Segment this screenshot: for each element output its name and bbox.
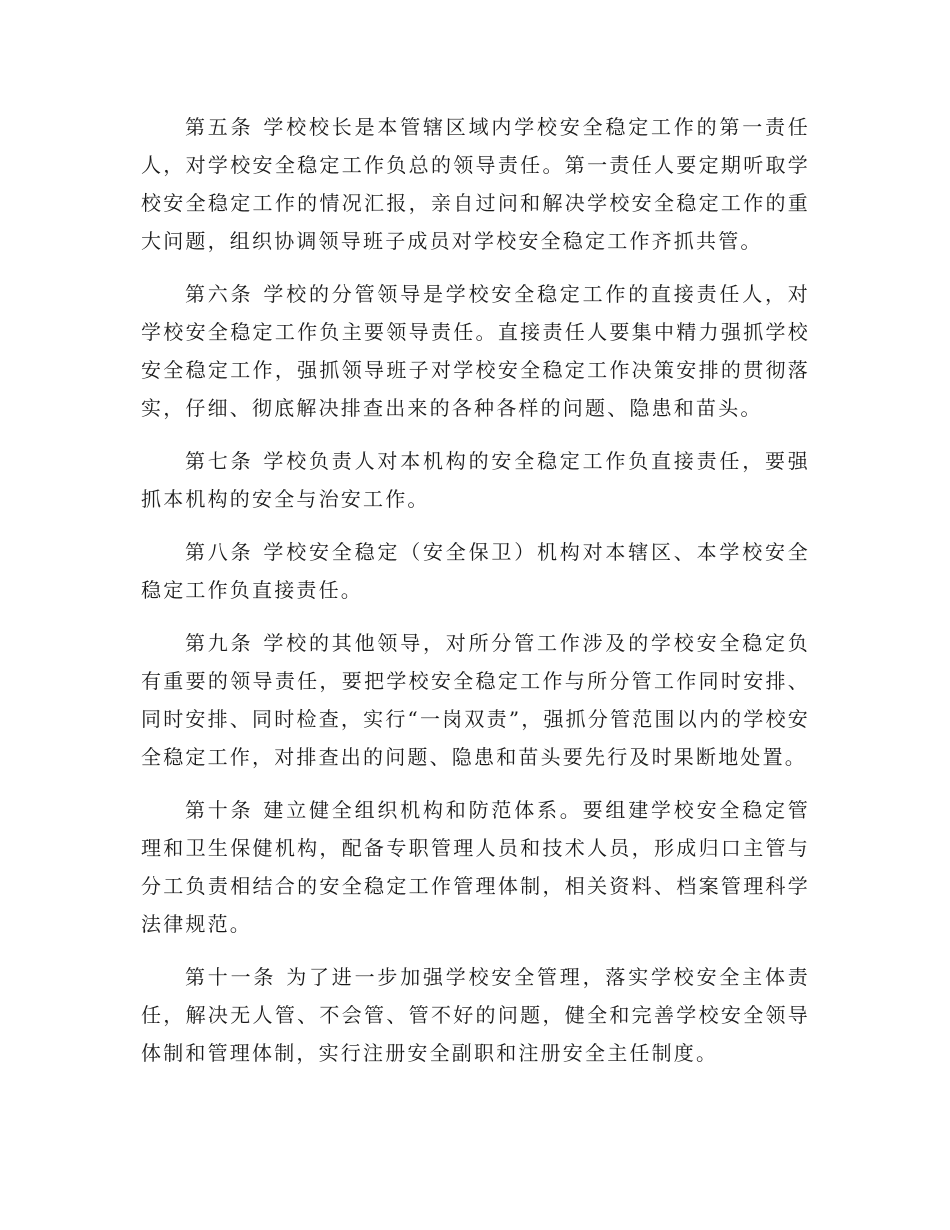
article-text: 学校的分管领导是学校安全稳定工作的直接责任人，对学校安全稳定工作负主要领导责任。直接责任人要集中精力强抓学校安全稳定工作，强抓领导班子对学校安全稳定工作决策安排的贯彻落实，仔细、彻底解决排查出来的各种各样的问题、隐患和苗头。 <box>141 282 810 420</box>
document-body <box>141 108 810 1087</box>
article-text: 学校负责人对本机构的安全稳定工作负直接责任，要强抓本机构的安全与治安工作。 <box>141 449 810 511</box>
article-text: 学校安全稳定（安全保卫）机构对本辖区、本学校安全稳定工作负直接责任。 <box>141 540 810 602</box>
article-label: 第八条 <box>185 540 254 564</box>
article-text: 为了进一步加强学校安全管理，落实学校安全主体责任，解决无人管、不会管、管不好的问题，健全和完善学校安全领导体制和管理体制，实行注册安全副职和注册安全主任制度。 <box>141 965 810 1065</box>
article-5 <box>141 108 810 260</box>
article-text: 学校的其他领导，对所分管工作涉及的学校安全稳定负有重要的领导责任，要把学校安全稳定工作与所分管工作同时安排、同时安排、同时检查，实行“一岗双责”，强抓分管范围以内的学校安全稳定工作，对排查出的问题、隐患和苗头要先行及时果断地处置。 <box>141 631 810 769</box>
article-label: 第七条 <box>185 449 254 473</box>
article-11 <box>141 958 810 1072</box>
article-7 <box>141 442 810 518</box>
article-10 <box>141 791 810 943</box>
article-9 <box>141 624 810 776</box>
article-text: 学校校长是本管辖区域内学校安全稳定工作的第一责任人，对学校安全稳定工作负总的领导责任。第一责任人要定期听取学校安全稳定工作的情况汇报，亲自过问和解决学校安全稳定工作的重大问题，组织协调领导班子成员对学校安全稳定工作齐抓共管。 <box>141 115 810 253</box>
article-label: 第十条 <box>185 798 254 822</box>
article-6 <box>141 275 810 427</box>
article-text: 建立健全组织机构和防范体系。要组建学校安全稳定管理和卫生保健机构，配备专职管理人员和技术人员，形成归口主管与分工负责相结合的安全稳定工作管理体制，相关资料、档案管理科学法律规范。 <box>141 798 810 936</box>
article-8 <box>141 533 810 609</box>
article-label: 第六条 <box>185 282 254 306</box>
article-label: 第五条 <box>185 115 254 139</box>
article-label: 第十一条 <box>185 965 277 989</box>
article-label: 第九条 <box>185 631 254 655</box>
